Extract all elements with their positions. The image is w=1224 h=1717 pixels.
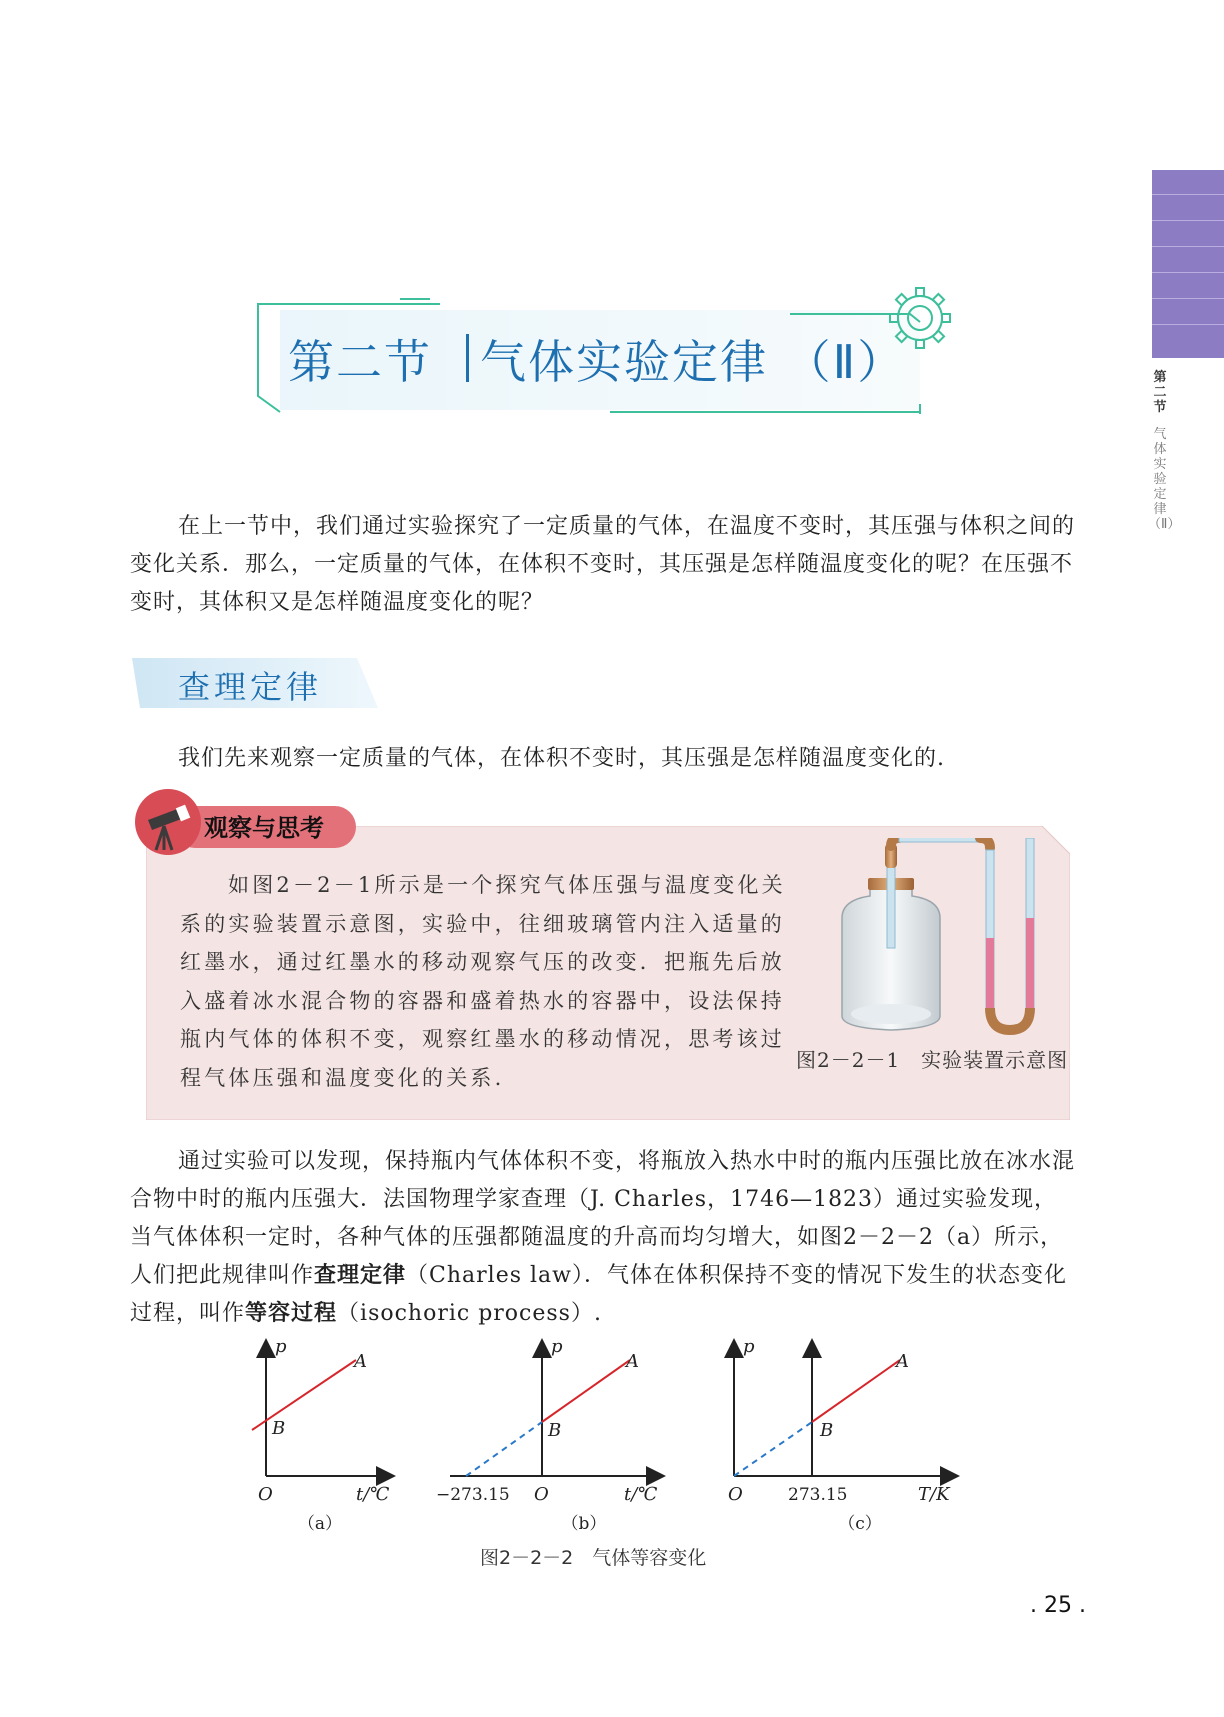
extrapolated-line	[466, 1422, 542, 1476]
graph-a-caption: （a）	[297, 1514, 343, 1534]
extrapolated-line	[734, 1422, 812, 1476]
graph-a-point-a: A	[354, 1351, 367, 1372]
graph-c-point-b: B	[820, 1420, 834, 1441]
side-title: 气体实验定律（Ⅱ）	[1148, 427, 1181, 532]
observe-badge-label: 观察与思考	[204, 814, 324, 842]
graph-c-origin: O	[728, 1484, 743, 1505]
graph-c-caption: （c）	[838, 1514, 882, 1534]
figure2-caption: 图2－2－2 气体等容变化	[480, 1547, 707, 1569]
graph-b-y-label: p	[551, 1336, 563, 1357]
side-section: 第二节	[1153, 370, 1167, 415]
intro-paragraph: 在上一节中，我们通过实验探究了一定质量的气体，在温度不变时，其压强与体积之间的变化关系．那么，一定质量的气体，在体积不变时，其压强是怎样随温度变化的呢？在压强不变时，其体积又是怎样随温度变化的呢？	[130, 514, 1076, 615]
side-tab	[1152, 170, 1224, 358]
graph-a-origin: O	[258, 1484, 273, 1505]
apparatus-illustration	[830, 838, 1070, 1038]
section-number: 第二节	[288, 335, 432, 389]
graph-a	[252, 1336, 392, 1534]
side-running-head	[1148, 370, 1181, 532]
graph-b-point-a: A	[626, 1351, 639, 1372]
graph-c-x-label: T/K	[918, 1484, 950, 1505]
charles-law-paragraph	[130, 1143, 1080, 1333]
para2-text-1: 通过实验可以发现，保持瓶内气体体积不变，将瓶放入热水中时的瓶内压强比放在冰水混合物中时的瓶内压强大．法国物理学家查理（J. Charles，1746—1823）通过实验发现，当气体体积一定时，各种气体的压强都随温度的升高而均匀增大，如图2－2－2（a）所示，人们把此规律叫作	[130, 1149, 1076, 1288]
graph-b	[436, 1336, 662, 1534]
section-heading: 查理定律	[178, 668, 323, 706]
page-title: 气体实验定律 （Ⅱ）	[480, 335, 906, 389]
graph-a-y-label: p	[275, 1336, 287, 1357]
term-charles-law: 查理定律	[314, 1263, 407, 1288]
figure2-graphs	[240, 1334, 980, 1534]
title-divider	[466, 334, 469, 382]
figure1-caption: 图2－2－1 实验装置示意图	[796, 1048, 1069, 1072]
graph-c-y-label: p	[743, 1336, 755, 1357]
isochore-line	[812, 1360, 900, 1422]
graph-a-x-label: t/℃	[356, 1484, 390, 1505]
para2-text-2: （Charles law）．气体在体积保持不变的情况下发生的状态变化过程，叫作	[130, 1263, 1067, 1326]
term-isochoric: 等容过程	[245, 1301, 338, 1326]
graph-b-x-label: t/℃	[624, 1484, 658, 1505]
graph-b-origin: O	[534, 1484, 549, 1505]
observe-body: 如图2－2－1所示是一个探究气体压强与温度变化关系的实验装置示意图，实验中，往细玻璃管内注入适量的红墨水，通过红墨水的移动观察气压的改变．把瓶先后放入盛着冰水混合物的容器和盛着热水的容器中，设法保持瓶内气体的体积不变，观察红墨水的移动情况，思考该过程气体压强和温度变化的关系.	[180, 873, 786, 1090]
page-number: . 25 .	[1030, 1593, 1086, 1618]
graph-c-point-a: A	[896, 1351, 909, 1372]
isochore-line	[252, 1360, 356, 1430]
graph-c	[728, 1336, 956, 1534]
para2-text-3: （isochoric process）.	[337, 1301, 602, 1326]
graph-b-caption: （b）	[561, 1514, 607, 1534]
graph-b-x-tick: −273.15	[436, 1485, 510, 1505]
graph-b-point-b: B	[548, 1420, 562, 1441]
graph-c-x-tick: 273.15	[788, 1485, 848, 1505]
isochore-line	[542, 1360, 630, 1422]
graph-a-point-b: B	[272, 1418, 286, 1439]
lead-paragraph: 我们先来观察一定质量的气体，在体积不变时，其压强是怎样随温度变化的.	[178, 746, 945, 771]
